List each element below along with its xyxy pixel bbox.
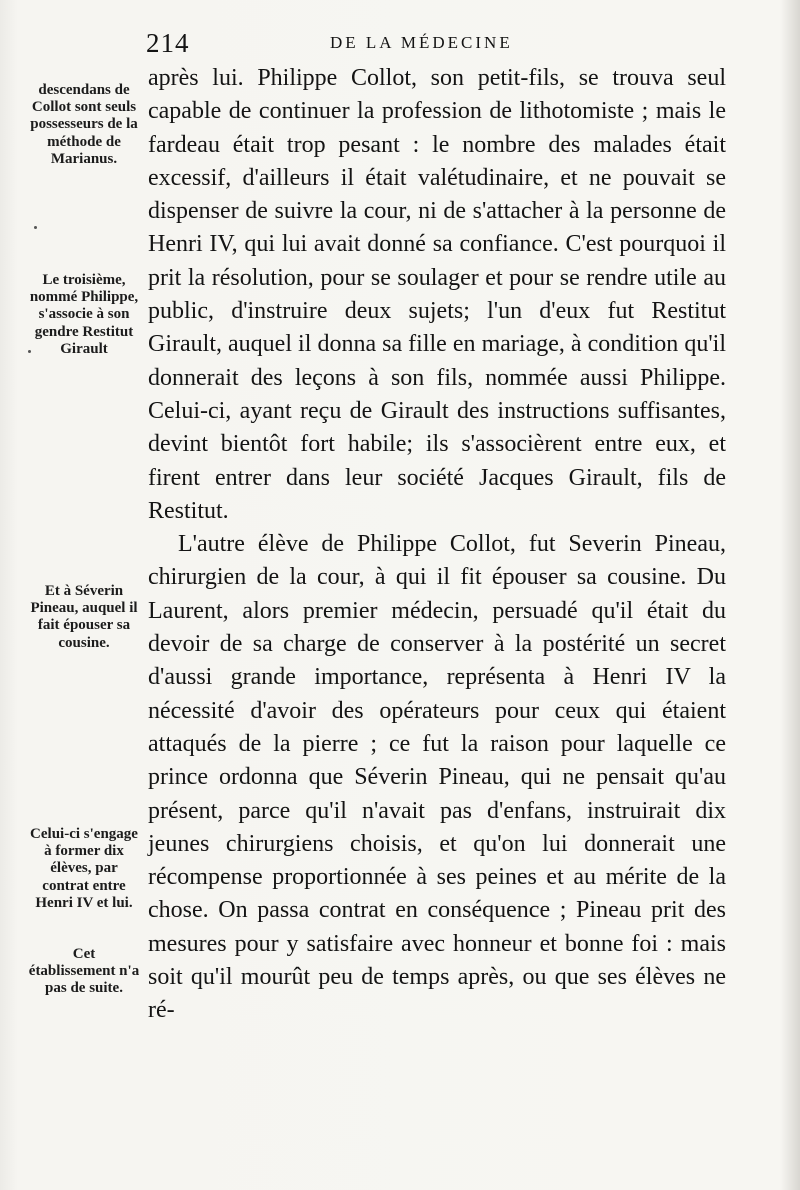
body-text [148, 62, 726, 1028]
margin-note: Cet établissement n'a pas de suite. [28, 946, 140, 997]
ink-speck [28, 350, 31, 353]
running-title: DE LA MÉDECINE [330, 33, 513, 52]
margin-note: Et à Séverin Pineau, auquel il fait épouser sa cousine. [30, 583, 138, 651]
ink-speck [34, 226, 37, 229]
margin-note: descendans de Collot sont seuls possesseurs de la méthode de Marianus. [30, 82, 138, 167]
paragraph: L'autre élève de Philippe Collot, fut Severin Pineau, chirurgien de la cour, à qui il fit épouser sa cousine. Du Laurent, alors premier médecin, persuadé qu'il était du devoir de sa charge de conserver à la postérité un secret d'aussi grande importance, représenta à Henri IV la nécessité d'avoir des opérateurs pour ceux qui étaient attaqués de la pierre ; ce fut la raison pour laquelle ce prince ordonna que Séverin Pineau, qui ne pensait qu'au présent, parce qu'il n'avait pas d'enfans, instruirait dix jeunes chirurgiens choisis, et qu'on lui donnerait une récompense proportionnée à ses peines et au mérite de la chose. On passa contrat en conséquence ; Pineau prit des mesures pour y satisfaire avec honneur et bonne foi : mais soit qu'il mourût peu de temps après, ou que ses élèves ne ré- [148, 531, 726, 1024]
margin-note: Le troisième, nommé Philippe, s'associe à son gendre Restitut Girault [29, 272, 139, 357]
paragraph: après lui. Philippe Collot, son petit-fils, se trouva seul capable de continuer la profession de lithotomiste ; mais le fardeau était trop pesant : le nombre des malades était excessif, d'ailleurs il était valétudinaire, et ne pouvait se dispenser de suivre la cour, ni de s'attacher à la personne de Henri IV, qui lui avait donné sa confiance. C'est pourquoi il prit la résolution, pour se soulager et pour se rendre utile au public, d'instruire deux sujets; l'un d'eux fut Restitut Girault, auquel il donna sa fille en mariage, à condition qu'il donnerait des leçons à son fils, nommée aussi Philippe. Celui-ci, ayant reçu de Girault des instructions suffisantes, devint bientôt fort habile; ils s'associèrent entre eux, et firent entrer dans leur société Jacques Girault, fils de Restitut. [148, 65, 726, 524]
margin-note: Celui-ci s'engage à former dix élèves, par contrat entre Henri IV et lui. [30, 826, 138, 911]
page-number: 214 [146, 28, 190, 58]
